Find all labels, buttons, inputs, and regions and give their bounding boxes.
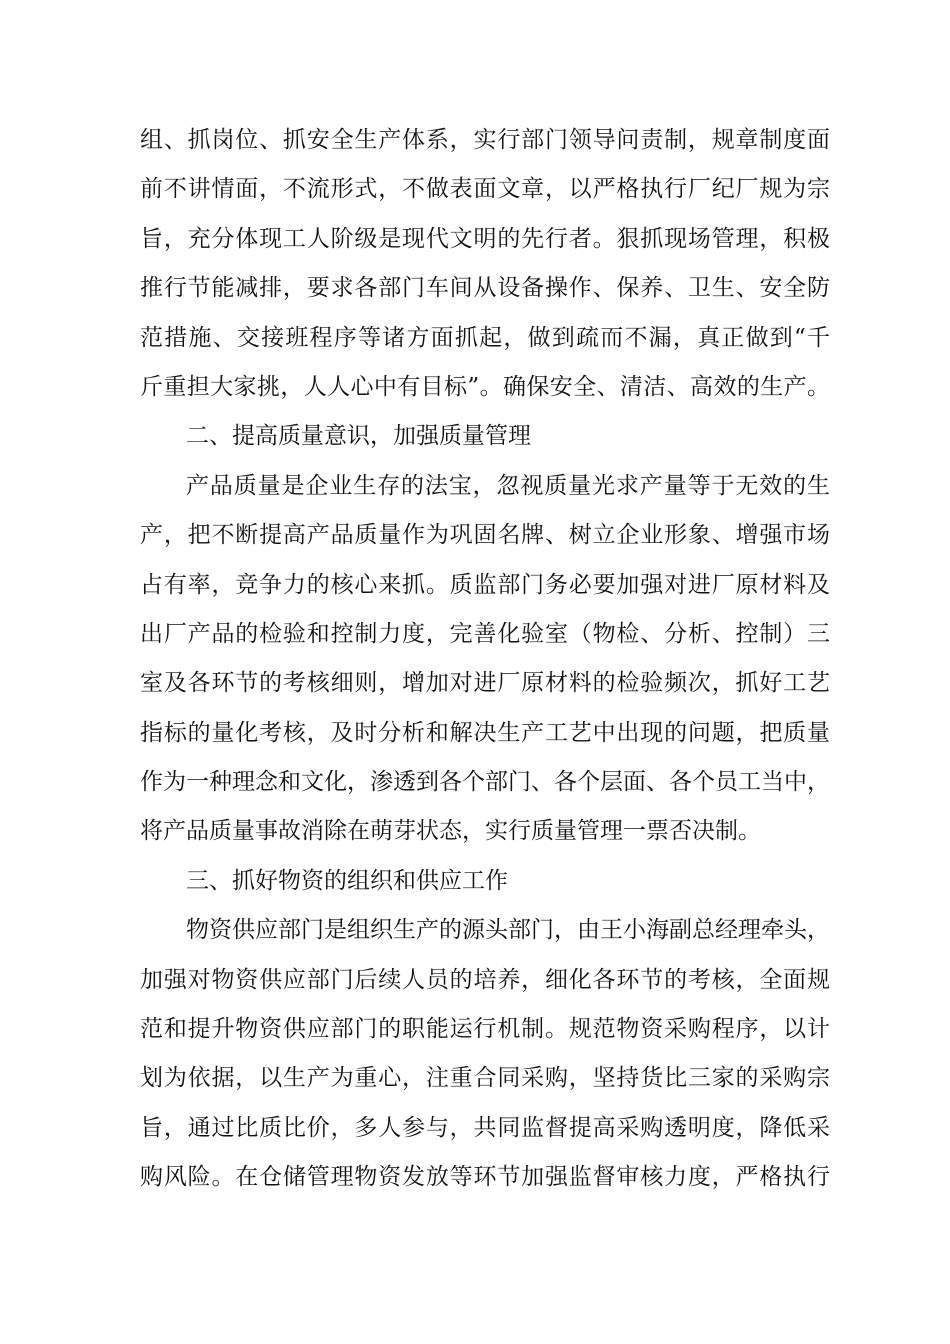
text-line: 将产品质量事故消除在萌芽状态，实行质量管理一票否决制。 xyxy=(140,818,761,845)
text-line: 斤重担大家挑，人人心中有目标”。确保安全、清洁、高效的生产。 xyxy=(140,373,830,400)
section-heading-2: 二、提高质量意识，加强质量管理 xyxy=(186,423,531,450)
text-line: 前不讲情面，不流形式，不做表面文章，以严格执行厂纪厂规为宗 xyxy=(140,176,830,203)
text-line: 购风险。在仓储管理物资发放等环节加强监督审核力度，严格执行 xyxy=(140,1164,830,1191)
text-line: 范和提升物资供应部门的职能运行机制。规范物资采购程序，以计 xyxy=(140,1016,830,1043)
text-line: 划为依据，以生产为重心，注重合同采购，坚持货比三家的采购宗 xyxy=(140,1065,830,1092)
paragraph-3 xyxy=(140,906,830,1202)
text-line: 室及各环节的考核细则，增加对进厂原材料的检验频次，抓好工艺 xyxy=(140,670,830,697)
paragraph-1 xyxy=(140,116,830,412)
section-heading-3: 三、抓好物资的组织和供应工作 xyxy=(186,867,508,894)
text-line: 物资供应部门是组织生产的源头部门，由王小海副总经理牵头， xyxy=(186,917,830,944)
text-line: 旨，通过比质比价，多人参与，共同监督提高采购透明度，降低采 xyxy=(140,1114,830,1141)
text-line: 推行节能减排，要求各部门车间从设备操作、保养、卫生、安全防 xyxy=(140,275,830,302)
text-line: 旨，充分体现工人阶级是现代文明的先行者。狠抓现场管理，积极 xyxy=(140,225,830,252)
document-page xyxy=(140,116,830,1203)
text-line: 加强对物资供应部门后续人员的培养，细化各环节的考核，全面规 xyxy=(140,966,830,993)
text-line: 出厂产品的检验和控制力度，完善化验室（物检、分析、控制）三 xyxy=(140,620,830,647)
text-line: 组、抓岗位、抓安全生产体系，实行部门领导问责制，规章制度面 xyxy=(140,127,830,153)
text-line: 范措施、交接班程序等诸方面抓起，做到疏而不漏，真正做到“千 xyxy=(140,324,830,351)
paragraph-2 xyxy=(140,462,830,857)
text-line: 作为一种理念和文化，渗透到各个部门、各个层面、各个员工当中， xyxy=(140,769,830,796)
text-line: 指标的量化考核，及时分析和解决生产工艺中出现的问题，把质量 xyxy=(140,719,830,746)
text-line: 产品质量是企业生存的法宝，忽视质量光求产量等于无效的生 xyxy=(186,472,830,499)
text-line: 占有率，竞争力的核心来抓。质监部门务必要加强对进厂原材料及 xyxy=(140,571,830,598)
text-line: 产，把不断提高产品质量作为巩固名牌、树立企业形象、增强市场 xyxy=(140,522,830,549)
